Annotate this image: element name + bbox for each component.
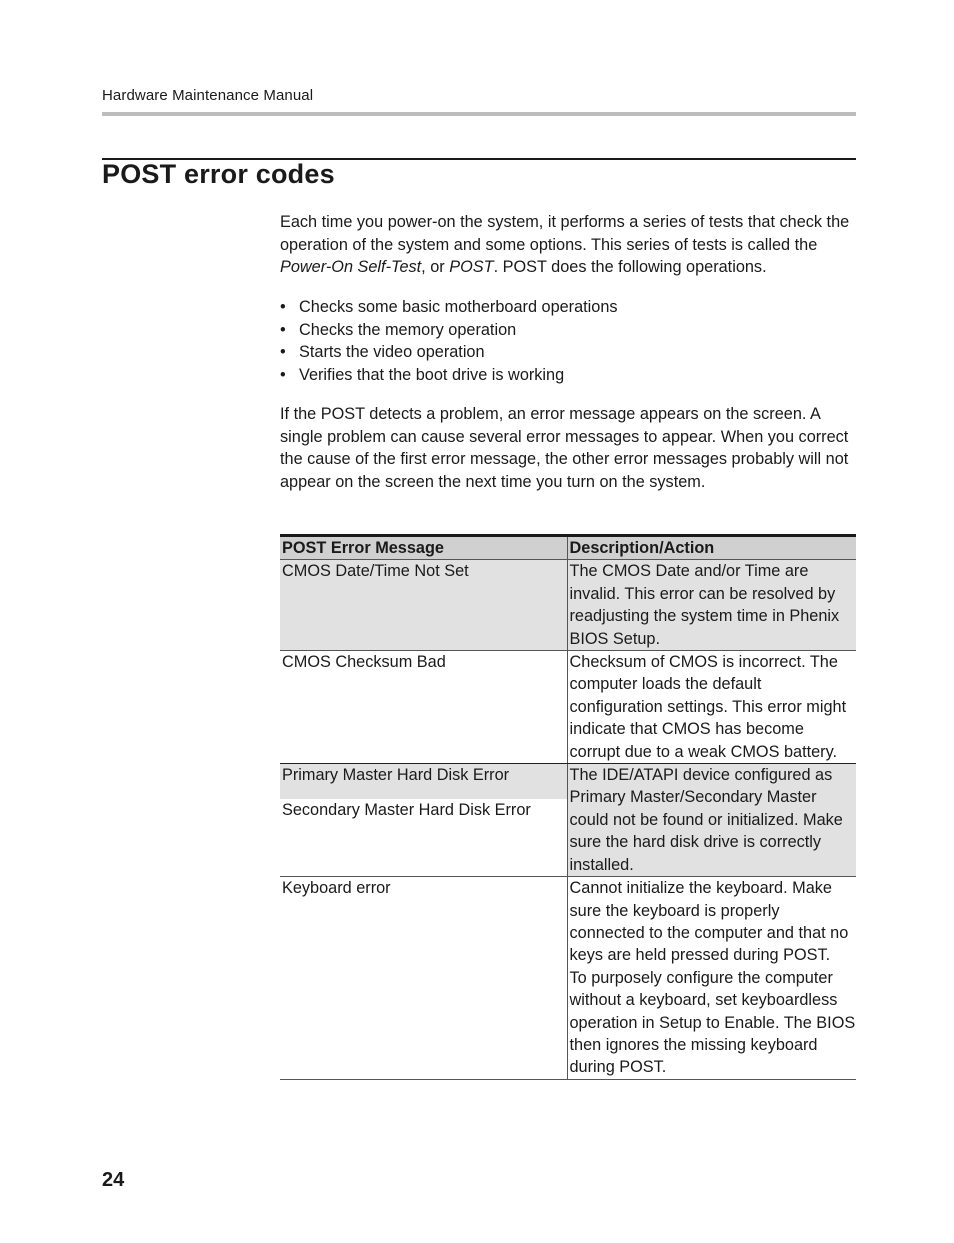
list-item xyxy=(280,364,856,387)
header-rule xyxy=(102,112,856,116)
intro-text-before: Each time you power-on the system, it performs a series of tests that check the operation of the system and some options. This series of tests is called the xyxy=(280,213,850,254)
table-row xyxy=(280,651,856,764)
table-header-row xyxy=(280,537,856,560)
intro-text-mid: , or xyxy=(421,258,450,276)
table-row xyxy=(280,560,856,651)
bullet-marker: • xyxy=(280,320,286,339)
description-cell: The CMOS Date and/or Time are invalid. This error can be resolved by readjusting the system time in Phenix BIOS Setup. xyxy=(567,560,856,651)
bullet-marker: • xyxy=(280,365,286,384)
description-text-continued: To purposely configure the computer without a keyboard, set keyboardless operation in Setup to Enable. The BIOS then ignores the missing keyboard during POST. xyxy=(569,968,856,1077)
list-item-text: Checks some basic motherboard operations xyxy=(299,298,618,316)
error-message-cell: CMOS Checksum Bad xyxy=(280,651,567,764)
list-item-text: Starts the video operation xyxy=(299,343,485,361)
list-item-text: Verifies that the boot drive is working xyxy=(299,365,565,384)
list-item xyxy=(280,341,856,364)
error-message-secondary: Secondary Master Hard Disk Error xyxy=(282,801,531,820)
error-message-primary: Primary Master Hard Disk Error xyxy=(280,764,567,799)
intro-text-after: . POST does the following operations. xyxy=(493,258,767,276)
error-message-cell: CMOS Date/Time Not Set xyxy=(280,560,567,651)
bullet-marker: • xyxy=(280,298,286,316)
error-behavior-paragraph: If the POST detects a problem, an error message appears on the screen. A single problem can cause several error messages to appear. When you correct the cause of the first error message, the other error messages probably will not appear on the screen the next time you turn on the system. xyxy=(280,405,849,491)
table-row xyxy=(280,877,856,1080)
page-number: 24 xyxy=(102,1169,125,1191)
intro-term-post: POST xyxy=(449,258,494,276)
running-header: Hardware Maintenance Manual xyxy=(102,87,314,104)
intro-term-power-on-self-test: Power-On Self-Test xyxy=(280,258,422,276)
description-cell xyxy=(567,877,856,1080)
page-title: POST error codes xyxy=(102,159,335,189)
column-header-message: POST Error Message xyxy=(280,537,567,560)
list-item xyxy=(280,319,856,342)
intro-paragraph xyxy=(280,211,856,279)
error-message-cell xyxy=(280,764,567,877)
list-item-text: Checks the memory operation xyxy=(299,320,517,339)
list-item xyxy=(280,296,856,319)
error-message-cell: Keyboard error xyxy=(280,877,567,1080)
description-cell: Checksum of CMOS is incorrect. The computer loads the default configuration settings. This error might indicate that CMOS has become corrupt due to a weak CMOS battery. xyxy=(567,651,856,764)
bullet-marker: • xyxy=(280,343,286,361)
operations-list xyxy=(280,296,856,386)
description-text: Cannot initialize the keyboard. Make sure the keyboard is properly connected to the computer and that no keys are held pressed during POST. xyxy=(569,879,849,965)
table-row xyxy=(280,764,856,877)
post-error-table xyxy=(280,534,856,1080)
column-header-description: Description/Action xyxy=(567,537,856,560)
description-cell: The IDE/ATAPI device configured as Primary Master/Secondary Master could not be found or initialized. Make sure the hard disk drive is correctly installed. xyxy=(567,764,856,877)
